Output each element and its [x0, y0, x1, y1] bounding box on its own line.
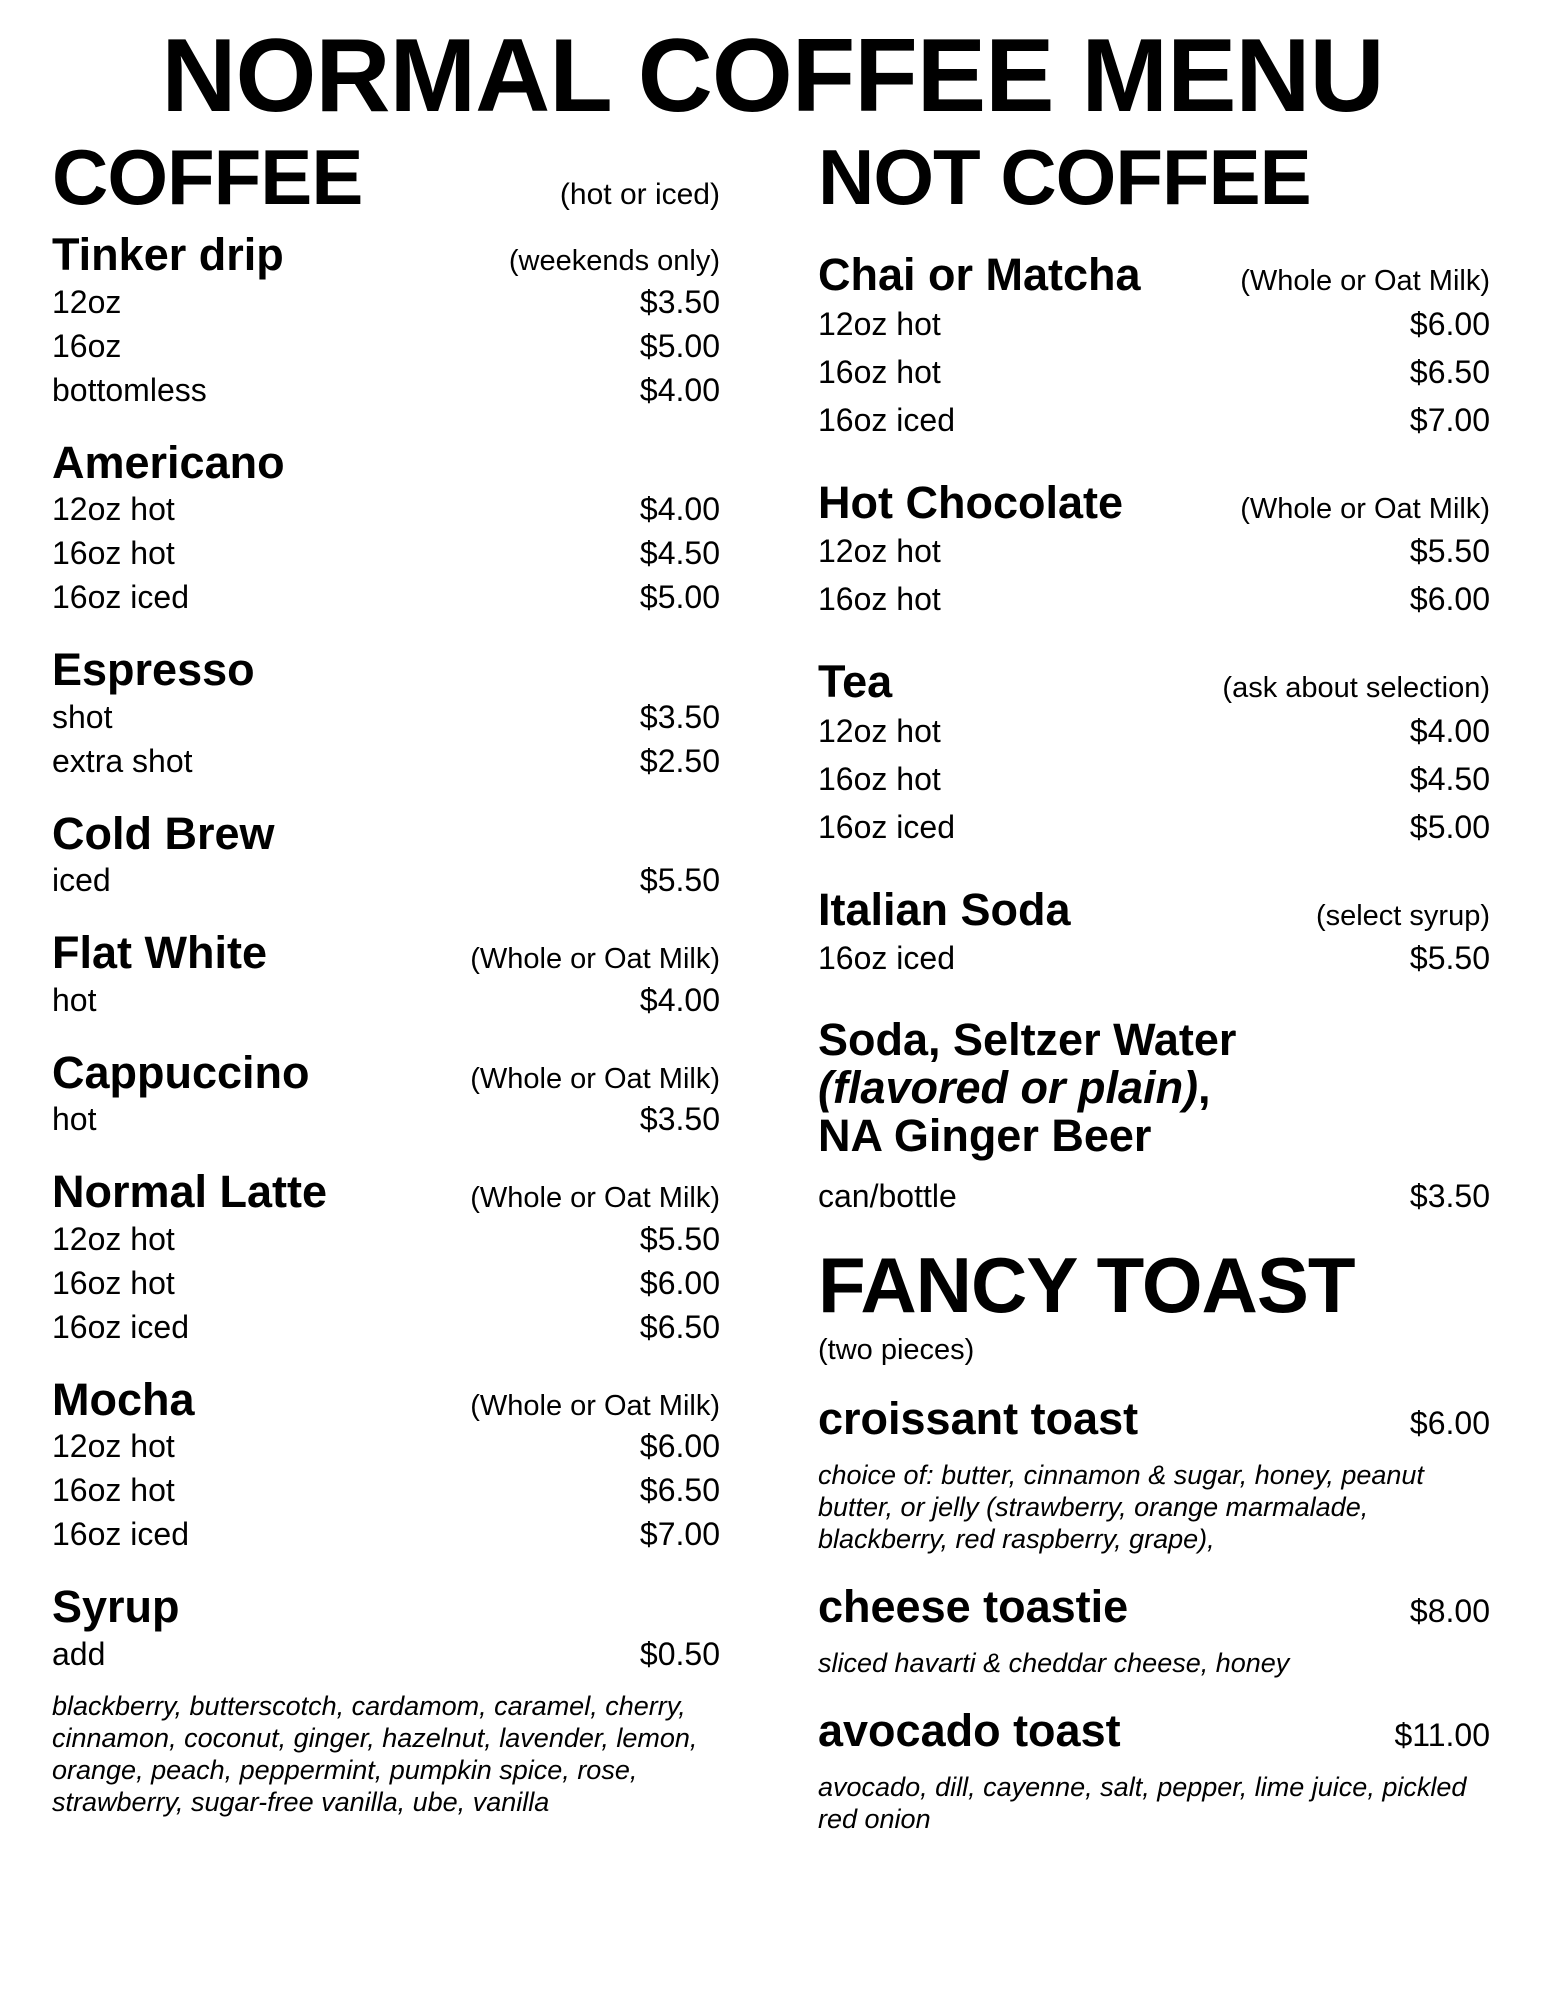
toast-desc: avocado, dill, cayenne, salt, pepper, lime juice, pickled red onion — [818, 1772, 1467, 1834]
menu-row — [52, 368, 720, 412]
toast-item — [818, 1705, 1490, 1835]
item-price: $7.00 — [639, 1516, 720, 1552]
group-header — [52, 1048, 720, 1098]
not-coffee-heading: NOT COFFEE — [818, 133, 1311, 221]
group-note: (Whole or Oat Milk) — [470, 943, 720, 975]
group-header — [52, 1582, 720, 1632]
item-label: 12oz hot — [52, 1220, 175, 1257]
item-label: 12oz hot — [818, 305, 941, 342]
menu-row — [818, 396, 1490, 444]
menu-group — [52, 645, 720, 783]
item-label: 12oz hot — [52, 491, 175, 527]
item-price: $4.50 — [639, 535, 720, 571]
item-label: 12oz — [52, 283, 122, 320]
group-header — [818, 478, 1490, 528]
coffee-note: (hot or iced) — [559, 178, 720, 211]
item-price: $5.00 — [639, 327, 720, 364]
menu-row — [818, 300, 1490, 348]
group-note: (Whole or Oat Milk) — [1240, 492, 1490, 525]
item-price: $4.50 — [1409, 760, 1490, 797]
item-price: $6.50 — [639, 1308, 720, 1345]
item-price: $5.50 — [639, 862, 720, 898]
group-name: Cappuccino — [52, 1046, 310, 1098]
menu-group — [52, 1167, 720, 1349]
toast-desc: choice of: butter, cinnamon & sugar, honey, peanut butter, or jelly (strawberry, orange marmalade, blackberry, red raspberry, grape), — [818, 1460, 1424, 1554]
item-price: $5.50 — [1409, 940, 1490, 976]
coffee-section-header — [52, 133, 720, 221]
soda-group — [818, 1016, 1490, 1220]
menu-row — [52, 978, 720, 1022]
not-coffee-section-header — [818, 133, 1490, 221]
toast-name: cheese toastie — [818, 1581, 1129, 1632]
menu-row — [52, 280, 720, 324]
menu-group — [818, 478, 1490, 624]
item-label: 16oz hot — [818, 581, 941, 617]
group-note: (Whole or Oat Milk) — [470, 1182, 720, 1214]
item-price: $6.00 — [1409, 305, 1490, 342]
menu-group — [818, 250, 1490, 444]
toast-name: avocado toast — [818, 1705, 1121, 1756]
group-header — [52, 230, 720, 280]
soda-title-line1: Soda, Seltzer Water — [818, 1014, 1237, 1065]
group-header — [52, 928, 720, 978]
item-price: $4.00 — [639, 491, 720, 527]
menu-group — [52, 928, 720, 1022]
item-label: 16oz iced — [818, 808, 955, 845]
group-name: Tinker drip — [52, 229, 284, 280]
soda-title-comma: , — [1198, 1062, 1211, 1113]
menu-row — [52, 1424, 720, 1468]
group-header — [818, 250, 1490, 300]
item-label: extra shot — [52, 742, 193, 779]
group-header — [818, 885, 1490, 935]
menu-title: NORMAL COFFEE MENU — [161, 18, 1384, 134]
item-label: 16oz — [52, 327, 122, 364]
group-note: (ask about selection) — [1222, 672, 1490, 704]
group-note: (Whole or Oat Milk) — [470, 1389, 720, 1422]
menu-row — [52, 1217, 720, 1261]
menu-row — [52, 1512, 720, 1556]
group-note: (select syrup) — [1315, 899, 1490, 932]
item-price: $3.50 — [1409, 1178, 1490, 1214]
menu-group — [52, 230, 720, 412]
menu-row — [818, 934, 1490, 982]
item-price: $6.00 — [639, 1428, 720, 1464]
menu-group — [52, 438, 720, 620]
item-price: $4.00 — [639, 981, 720, 1018]
menu-row — [818, 575, 1490, 623]
item-label: shot — [52, 698, 113, 735]
soda-title-line3: NA Ginger Beer — [818, 1110, 1152, 1161]
item-price: $4.00 — [1409, 712, 1490, 749]
menu-group — [52, 1375, 720, 1557]
menu-row — [52, 487, 720, 531]
item-price: $6.00 — [639, 1264, 720, 1301]
group-name: Chai or Matcha — [818, 249, 1141, 300]
item-price: $5.50 — [639, 1220, 720, 1257]
group-name: Cold Brew — [52, 807, 275, 859]
item-label: 16oz iced — [818, 940, 955, 976]
not-coffee-groups — [818, 250, 1490, 982]
menu-row — [52, 739, 720, 783]
menu-row — [818, 348, 1490, 396]
item-label: 12oz hot — [52, 1428, 175, 1464]
item-label: 12oz hot — [818, 712, 941, 749]
group-name: Americano — [52, 436, 285, 488]
fancy-toast-section — [818, 1241, 1490, 1367]
menu-group — [52, 1048, 720, 1142]
menu-row — [52, 1097, 720, 1141]
group-header — [52, 1375, 720, 1425]
item-price: $3.50 — [639, 283, 720, 320]
menu-row — [52, 1632, 720, 1676]
menu-row — [52, 858, 720, 902]
menu-row — [818, 803, 1490, 851]
group-note: (Whole or Oat Milk) — [1240, 265, 1490, 297]
coffee-column — [52, 133, 720, 1818]
item-label: 12oz hot — [818, 533, 941, 569]
item-price: $3.50 — [639, 698, 720, 735]
menu-row — [818, 707, 1490, 755]
item-price: $6.00 — [1409, 581, 1490, 617]
toast-name: croissant toast — [818, 1393, 1139, 1444]
item-label: 16oz hot — [52, 1264, 175, 1301]
fancy-toast-heading: FANCY TOAST — [818, 1241, 1355, 1329]
group-name: Mocha — [52, 1373, 195, 1425]
menu-row — [52, 324, 720, 368]
menu-row — [52, 695, 720, 739]
menu-group — [52, 809, 720, 903]
item-price: $5.50 — [1409, 533, 1490, 569]
toast-price: $11.00 — [1394, 1717, 1490, 1753]
item-label: 16oz iced — [818, 401, 955, 438]
item-label: 16oz hot — [818, 760, 941, 797]
item-label: iced — [52, 862, 111, 898]
item-label: add — [52, 1635, 106, 1672]
item-label: 16oz hot — [52, 1472, 175, 1508]
toast-price: $6.00 — [1409, 1405, 1490, 1441]
item-label: hot — [52, 981, 97, 1018]
group-header — [52, 438, 720, 488]
group-name: Flat White — [52, 927, 267, 978]
toast-items — [818, 1393, 1490, 1835]
coffee-heading: COFFEE — [52, 133, 363, 221]
toast-line — [818, 1705, 1490, 1757]
menu-row — [52, 1468, 720, 1512]
menu-group — [818, 657, 1490, 851]
item-price: $3.50 — [639, 1101, 720, 1137]
item-label: 16oz hot — [52, 535, 175, 571]
toast-line — [818, 1581, 1490, 1633]
item-price: $7.00 — [1409, 401, 1490, 438]
group-note: (weekends only) — [508, 245, 720, 277]
toast-desc: sliced havarti & cheddar cheese, honey — [818, 1648, 1290, 1678]
item-label: 16oz iced — [52, 1308, 189, 1345]
item-price: $5.00 — [1409, 808, 1490, 845]
toast-line — [818, 1393, 1490, 1445]
item-label: hot — [52, 1101, 97, 1137]
group-name: Syrup — [52, 1581, 180, 1632]
item-price: $2.50 — [639, 742, 720, 779]
item-price: $0.50 — [639, 1635, 720, 1672]
group-header — [52, 809, 720, 859]
item-label: 16oz iced — [52, 1516, 189, 1552]
syrup-flavors: blackberry, butterscotch, cardamom, caramel, cherry, cinnamon, coconut, ginger, hazelnut, lavender, lemon, orange, peach, peppermint, pumpkin spice, rose, strawberry, sugar-free vanilla, ube, vanilla — [52, 1690, 698, 1817]
item-price: $5.00 — [639, 579, 720, 615]
menu-row — [52, 575, 720, 619]
group-header — [52, 1167, 720, 1217]
fancy-toast-sub: (two pieces) — [818, 1334, 975, 1366]
group-name: Italian Soda — [818, 883, 1071, 935]
item-label: 16oz iced — [52, 579, 189, 615]
menu-row — [818, 527, 1490, 575]
toast-price: $8.00 — [1409, 1593, 1490, 1629]
group-name: Tea — [818, 656, 893, 707]
item-price: $6.50 — [1409, 353, 1490, 390]
menu-group — [818, 885, 1490, 983]
item-price: $4.00 — [639, 371, 720, 408]
group-header — [818, 657, 1490, 707]
item-label: can/bottle — [818, 1178, 957, 1214]
item-price: $6.50 — [639, 1472, 720, 1508]
group-name: Normal Latte — [52, 1166, 328, 1217]
menu-row — [818, 755, 1490, 803]
group-note: (Whole or Oat Milk) — [470, 1062, 720, 1095]
item-label: 16oz hot — [818, 353, 941, 390]
soda-title-line2: (flavored or plain) — [818, 1062, 1199, 1113]
soda-title — [818, 1016, 1490, 1160]
group-name: Espresso — [52, 644, 255, 695]
not-coffee-column — [818, 133, 1490, 1835]
menu-row — [52, 531, 720, 575]
menu-group — [52, 1582, 720, 1818]
group-header — [52, 645, 720, 695]
group-name: Hot Chocolate — [818, 476, 1124, 528]
toast-item — [818, 1581, 1490, 1679]
menu-row — [818, 1172, 1490, 1220]
item-label: bottomless — [52, 371, 207, 408]
menu-row — [52, 1305, 720, 1349]
menu-row — [52, 1261, 720, 1305]
toast-item — [818, 1393, 1490, 1555]
coffee-groups — [52, 230, 720, 1818]
